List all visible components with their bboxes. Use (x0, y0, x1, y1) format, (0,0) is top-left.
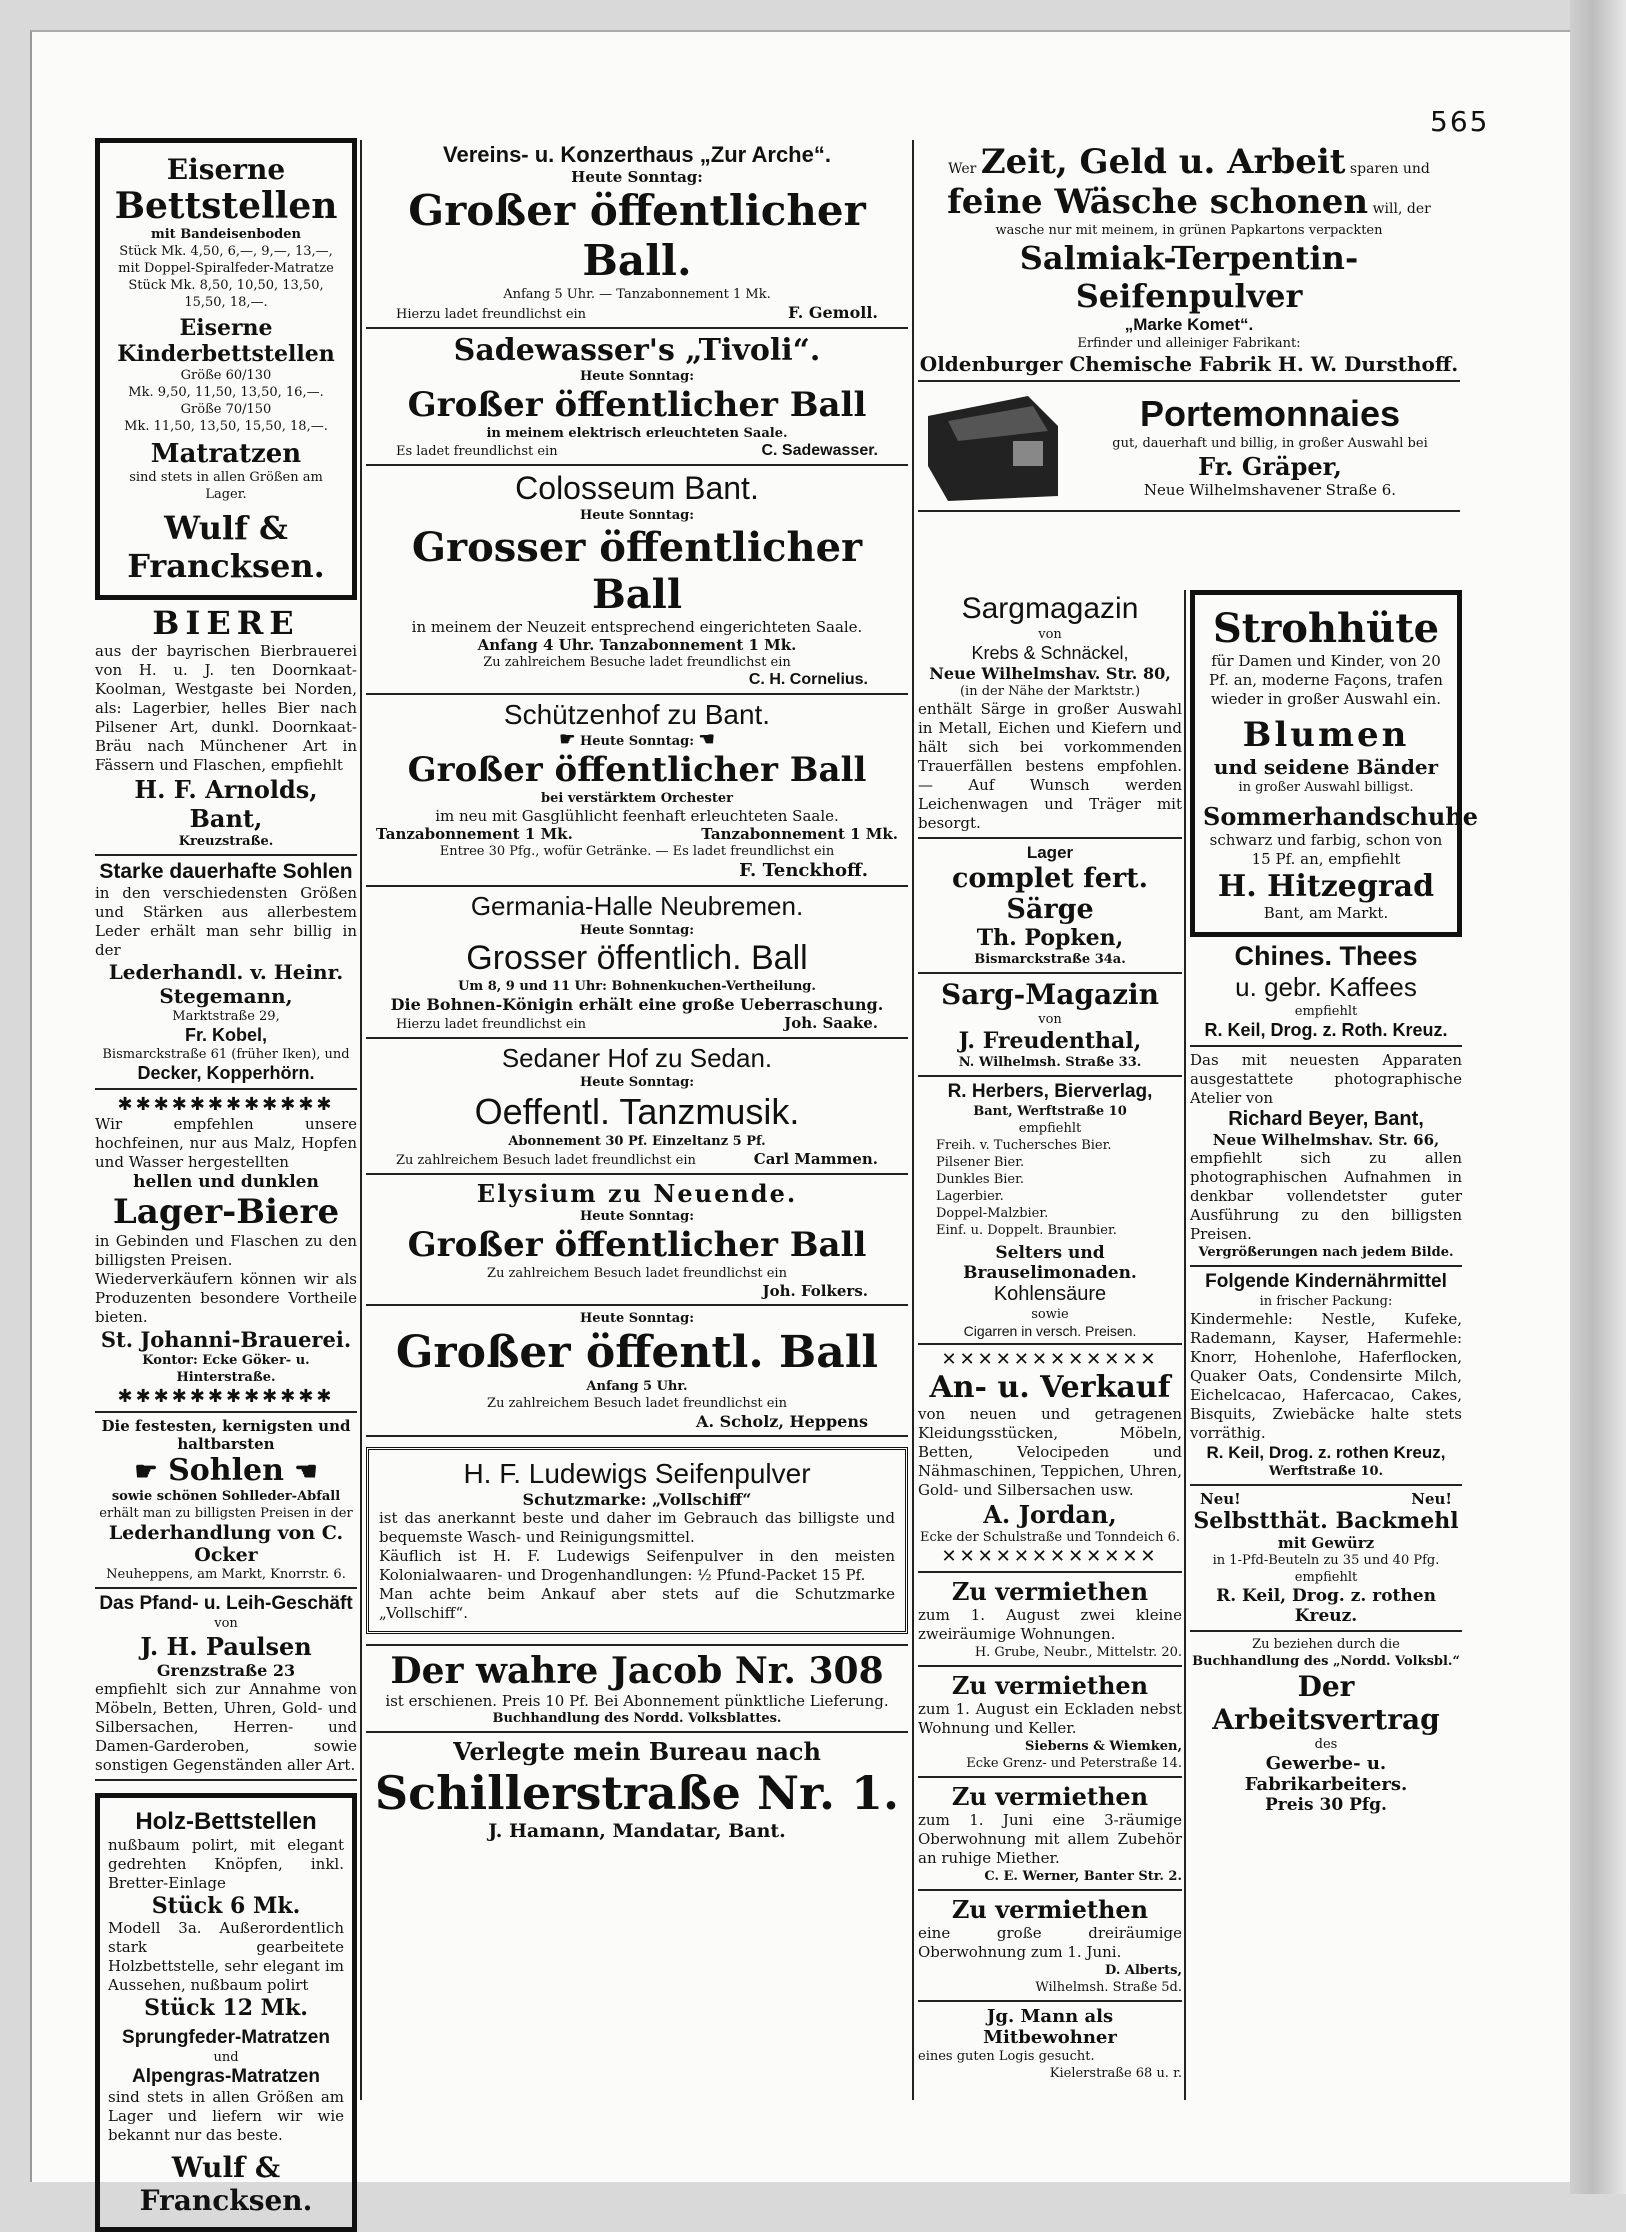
ad-title: Starke dauerhafte Sohlen (99, 860, 353, 883)
ad-kindernaehrmittel (1190, 1267, 1462, 1486)
ad-title: Selbstthät. Backmehl (1193, 1508, 1459, 1534)
ad-headline: Oeffentl. Tanzmusik. (474, 1091, 800, 1132)
wallet-icon (918, 386, 1068, 506)
ad-text: bei verstärktem Orchester (541, 791, 733, 806)
firm-name: J. Freudenthal, (958, 1028, 1142, 1054)
ad-text: sind stets in allen Größen am Lager und liefern wir wie bekannt nur das beste. (108, 2088, 344, 2144)
ad-subtitle (366, 731, 908, 750)
host-name: Joh. Saake. (784, 1014, 878, 1032)
ad-text: in 1-Pfd-Beuteln zu 35 und 40 Pfg. empfiehlt (1212, 1553, 1440, 1585)
ad-title: Verlegte mein Bureau nach (453, 1737, 821, 1766)
ad-text: Anfang 5 Uhr. (586, 1379, 688, 1394)
firm-address: Marktstraße 29, (172, 1009, 280, 1024)
ad-schuetzenhof (366, 695, 908, 887)
pointing-hand-icon: ☚ (294, 1457, 318, 1487)
ad-colosseum (366, 466, 908, 695)
firm-address: Grenzstraße 23 (156, 1661, 296, 1680)
ad-body (1080, 393, 1460, 499)
ad-jordan (918, 1345, 1182, 1573)
column-3-top (918, 138, 1460, 512)
firm-name: Lederhandlung von C. Ocker (108, 1522, 344, 1566)
advertiser: D. Alberts, (1105, 1963, 1182, 1978)
list-item: Doppel-Malzbier. (936, 1206, 1049, 1221)
firm-name: R. Keil, Drog. z. rothen Kreuz. (1216, 1586, 1436, 1626)
ad-text: sowie schönen Sohlleder-Abfall (111, 1489, 341, 1504)
ad-text: Mk. 9,50, 11,50, 13,50, 16,—. (128, 385, 324, 400)
ad-title: An- u. Verkauf (929, 1370, 1171, 1405)
ad-title: Holz-Bettstellen (135, 1808, 317, 1835)
ad-text: in meinem der Neuzeit entsprechend eingerichteten Saale. (411, 618, 863, 636)
list-item: Dunkles Bier. (936, 1172, 1025, 1187)
ad-headline: Großer öffentlicher Ball (407, 1225, 867, 1265)
pointing-hand-icon: ☛ (559, 729, 576, 750)
ad-sedaner-hof (366, 1039, 908, 1175)
firm-name: Richard Beyer, Bant, (1228, 1108, 1424, 1130)
ad-herbers (918, 1077, 1182, 1345)
ad-text: empfiehlt sich zur Annahme von Möbeln, Betten, Uhren, Gold- und Silbersachen, Herren- und Damen-Garderoben, sowie sonstigen Gegenständen aller Art. (95, 1680, 357, 1774)
ad-title: Elysium zu Neuende. (476, 1179, 798, 1208)
ad-subtitle: Schutzmarke: „Vollschiff“ (522, 1490, 752, 1509)
firm-name: Decker, Kopperhörn. (137, 1063, 315, 1083)
advertiser: C. E. Werner, Banter Str. 2. (984, 1869, 1182, 1884)
ad-title: Salmiak-Terpentin-Seifenpulver (1019, 239, 1359, 315)
ad-title: Der wahre Jacob Nr. 308 (390, 1650, 884, 1692)
ad-title: Strohhüte (1212, 605, 1440, 652)
host-name: F. Tenckhoff. (739, 860, 868, 881)
ad-title: Sarg-Magazin (940, 978, 1160, 1011)
ad-text: Abonnement 30 Pf. Einzeltanz 5 Pf. (508, 1134, 766, 1149)
ad-title: Jg. Mann als Mitbewohner (983, 2006, 1117, 2048)
ad-text: ist erschienen. Preis 10 Pf. Bei Abonnement pünktliche Lieferung. (385, 1692, 889, 1710)
ad-text: zum 1. August ein Eckladen nebst Wohnung und Keller. (918, 1700, 1182, 1737)
ad-headline: Schillerstraße Nr. 1. (374, 1766, 900, 1820)
ornament-row: ✕✕✕✕✕✕✕✕✕✕✕✕ (941, 1349, 1159, 1370)
ad-text: sparen und (1349, 161, 1430, 177)
ad-text: Erfinder und alleiniger Fabrikant: (1077, 336, 1301, 351)
ad-text: Man achte beim Ankauf aber stets auf die Schutzmarke „Vollschiff“. (379, 1585, 895, 1622)
list-item: Freih. v. Tuchersches Bier. (936, 1138, 1112, 1153)
ad-subtitle: Heute Sonntag: (579, 369, 695, 384)
ad-text: Stück Mk. 4,50, 6,—, 9,—, 13,—, (119, 244, 333, 259)
ad-title: Folgende Kindernährmittel (1205, 1271, 1447, 1292)
firm-name: H. F. Arnolds, Bant, (134, 775, 318, 833)
ad-ludewig-seifenpulver (366, 1447, 908, 1634)
ad-heading: Sommerhandschuhe (1203, 802, 1479, 831)
ad-line (918, 182, 1460, 222)
ad-text: empfiehlt (1018, 1121, 1082, 1136)
ad-title: Der Arbeitsvertrag (1212, 1670, 1440, 1736)
new-badge: Neu! (1411, 1490, 1452, 1508)
firm-address: Kielerstraße 68 u. r. (1049, 2066, 1182, 2081)
ad-germania-halle (366, 887, 908, 1039)
ad-subtitle: Heute Sonntag: (579, 1311, 695, 1326)
ad-text: von neuen und getragenen Kleidungsstücken, Möbeln, Betten, Velocipeden und Nähmaschinen, Teppichen, Uhren, Gold- und Silbersachen usw. (918, 1405, 1182, 1499)
abo-row (366, 825, 908, 843)
column-4 (1190, 590, 1479, 1819)
ad-text: Wiederverkäufern können wir als Produzenten besondere Vortheile bieten. (95, 1270, 357, 1326)
ad-heading: und seidene Bänder (1213, 755, 1439, 779)
ad-tivoli (366, 329, 908, 466)
ad-title: Zu vermiethen (951, 1782, 1149, 1811)
ad-headline: Grosser öffentlich. Ball (466, 939, 808, 977)
ad-title: Sargmagazin (961, 592, 1139, 625)
ad-text: nußbaum polirt, mit elegant gedrehten Knöpfen, inkl. Bretter-Einlage (108, 1836, 344, 1892)
ad-headline: Großer öffentlicher Ball (407, 385, 867, 425)
ad-text: Buchhandlung des „Nordd. Volksbl.“ (1192, 1654, 1460, 1669)
ad-scholz (366, 1306, 908, 1437)
firm-name: R. Keil, Drog. z. rothen Kreuz, (1206, 1443, 1446, 1462)
ad-title: Sedaner Hof zu Sedan. (501, 1043, 773, 1073)
ad-headline: feine Wäsche schonen (947, 182, 1369, 222)
firm-address: Werftstraße 10. (1268, 1464, 1384, 1479)
firm-name: Th. Popken, (976, 925, 1124, 951)
firm-address: Bismarckstraße 61 (früher Iken), und (102, 1047, 350, 1062)
ad-portemonnaies (918, 382, 1460, 512)
ad-text: in meinem elektrisch erleuchteten Saale. (486, 426, 788, 441)
column-rule (1184, 590, 1186, 2100)
firm-name: Krebs & Schnäckel, (971, 643, 1129, 663)
ad-text: Käuflich ist H. F. Ludewigs Seifenpulver in den meisten Kolonialwaaren- und Drogenhandlungen: ½ Pfund-Packet 15 Pf. (379, 1547, 895, 1584)
ad-text: zum 1. Juni eine 3-räumige Oberwohnung mit allem Zubehör an ruhige Miether. (918, 1811, 1182, 1867)
ad-heading: Kohlensäure (993, 1283, 1107, 1305)
ad-subtitle: Heute Sonntag: (579, 923, 695, 938)
price: Preis 30 Pfg. (1265, 1795, 1387, 1815)
firm-address: Ecke Grenz- und Peterstraße 14. (966, 1756, 1182, 1771)
ad-eiserne-bettstellen (95, 138, 357, 600)
ad-text: Die festesten, kernigsten und haltbarsten (101, 1417, 351, 1453)
column-1 (95, 138, 357, 2232)
firm-name: Buchhandlung des Nordd. Volksblattes. (492, 1711, 782, 1726)
ad-zu-vermiethen-4 (918, 1891, 1182, 2002)
ad-text: Vergrößerungen nach jedem Bilde. (1198, 1245, 1454, 1260)
ad-title: Lager-Biere (112, 1192, 340, 1232)
ad-text: Das mit neuesten Apparaten ausgestattete photographische Atelier von (1190, 1051, 1462, 1107)
ornament-row: ✕✕✕✕✕✕✕✕✕✕✕✕ (941, 1546, 1159, 1567)
ad-arbeitsvertrag (1190, 1632, 1462, 1819)
ad-text: mit Doppel-Spiralfeder-Matratze (118, 261, 334, 276)
new-badge: Neu! (1200, 1490, 1241, 1508)
ad-backmehl (1190, 1486, 1462, 1632)
firm-name: H. Hitzegrad (1217, 869, 1435, 904)
ad-title: Das Pfand- u. Leih-Geschäft (99, 1593, 353, 1614)
ad-title: R. Herbers, Bierverlag, (947, 1081, 1153, 1102)
ad-subtitle: „Marke Komet“. (1124, 315, 1254, 334)
ad-title: Sadewasser's „Tivoli“. (453, 333, 821, 368)
ad-text: Anfang 4 Uhr. Tanzabonnement 1 Mk. (477, 636, 797, 654)
ad-text: wasche nur mit meinem, in grünen Papkartons verpackten (995, 223, 1383, 238)
ad-lager-biere (95, 1090, 357, 1413)
ornament-row: ✱✱✱✱✱✱✱✱✱✱✱✱ (117, 1094, 335, 1115)
ad-sohlen (95, 856, 357, 1090)
firm-name: Fr. Kobel, (184, 1025, 267, 1045)
ad-popken (918, 839, 1182, 974)
ad-headline: Großer öffentlicher Ball (407, 750, 867, 790)
ad-title: Portemonnaies (1139, 393, 1401, 434)
ad-title (95, 1453, 357, 1488)
ad-text: des (1314, 1737, 1338, 1752)
ad-heading: Eiserne Kinderbettstellen (117, 315, 335, 367)
ad-text: schwarz und farbig, schon von 15 Pf. an, empfiehlt (1209, 831, 1443, 868)
firm-name: J. H. Paulsen (140, 1632, 312, 1661)
ad-subtitle: Gewerbe- u. Fabrikarbeiters. (1244, 1753, 1408, 1795)
ad-text: sind stets in allen Größen am Lager. (129, 470, 323, 502)
firm-address: N. Wilhelmsh. Straße 33. (958, 1055, 1142, 1070)
ad-text: Hierzu ladet freundlichst ein (396, 307, 587, 322)
ad-text: Stück Mk. 8,50, 10,50, 13,50, (128, 278, 324, 293)
firm-name: St. Johanni-Brauerei. (100, 1327, 352, 1352)
ad-zur-arche (366, 138, 908, 329)
host-name: C. H. Cornelius. (748, 671, 868, 688)
ad-text: eines guten Logis gesucht. (918, 2049, 1095, 2064)
ad-title: Zu vermiethen (951, 1577, 1149, 1606)
ad-text: von (214, 1616, 238, 1631)
ad-title: Germania-Halle Neubremen. (470, 891, 804, 921)
firm-address: Kontor: Ecke Göker- u. Hinterstraße. (142, 1353, 310, 1385)
ad-biere (95, 600, 357, 856)
ad-text: Größe 60/130 (180, 368, 272, 383)
ad-text: hellen und dunklen (133, 1172, 319, 1192)
ad-text: Mk. 11,50, 13,50, 15,50, 18,—. (124, 419, 328, 434)
price: Stück 6 Mk. (151, 1893, 301, 1919)
ad-text: erhält man zu billigsten Preisen in der (99, 1506, 353, 1521)
ad-sarg-magazin (918, 974, 1182, 1077)
ad-title: u. gebr. Kaffees (1235, 972, 1417, 1002)
ad-text: von (1038, 627, 1062, 642)
ad-sargmagazin (918, 588, 1182, 839)
ad-heading: Blumen (1242, 715, 1410, 755)
firm-address: Neuheppens, am Markt, Knorrstr. 6. (106, 1567, 346, 1582)
ad-thees (1190, 937, 1462, 1047)
ad-title: BIERE (152, 604, 300, 642)
list-item: Lagerbier. (936, 1189, 1004, 1204)
column-rule (360, 140, 362, 2100)
firm-address: Neue Wilhelmshav. Str. 66, (1212, 1131, 1440, 1149)
ad-subtitle: Heute Sonntag: (579, 1209, 695, 1224)
ad-text: Anfang 5 Uhr. — Tanzabonnement 1 Mk. (503, 287, 771, 302)
ad-title: H. F. Ludewigs Seifenpulver (463, 1458, 811, 1489)
ad-text: aus der bayrischen Bierbrauerei von H. u. J. ten Doornkaat-Koolman, Westgaste bei Norden, als: Lagerbier, helles Bier nach Pilsener Art, dunkl. Doornkaat-Bräu nach Münchener Art in Fässern und Flaschen, empfiehlt (95, 642, 357, 774)
ad-text: Zu zahlreichem Besuch ladet freundlichst ein (487, 1266, 787, 1281)
ad-text: in großer Auswahl billigst. (1238, 780, 1414, 795)
firm-name: R. Keil, Drog. z. Roth. Kreuz. (1204, 1020, 1448, 1040)
ad-text: Entree 30 Pfg., wofür Getränke. — Es ladet freundlichst ein (439, 844, 835, 859)
ad-headline: Zeit, Geld u. Arbeit (980, 142, 1346, 182)
ad-text: Cigarren in versch. Preisen. (963, 1323, 1137, 1339)
ad-salmiak-seifenpulver (918, 138, 1460, 382)
ad-text: Hierzu ladet freundlichst ein (396, 1017, 587, 1032)
firm-address: Wilhelmsh. Straße 5d. (1035, 1980, 1182, 1995)
pointing-hand-icon: ☚ (698, 729, 715, 750)
ad-hamann (366, 1733, 908, 1846)
ad-mitbewohner (918, 2002, 1182, 2086)
ad-headline: Großer öffentl. Ball (395, 1327, 879, 1378)
firm-name: Fr. Gräper, (1198, 452, 1342, 481)
advertiser: H. Grube, Neubr., Mittelstr. 20. (974, 1645, 1182, 1660)
ad-title-text: Sohlen (168, 1453, 284, 1488)
ad-text: empfiehlt sich zu allen photographischen Aufnahmen in denkbar vollendetster guter Ausführung zu den billigsten Preisen. (1190, 1149, 1462, 1243)
firm-address: Kreuzstraße. (178, 834, 274, 849)
firm-address: Neue Wilhelmshavener Straße 6. (1143, 481, 1397, 499)
ad-title: complet fert. Särge (951, 863, 1149, 925)
ad-subtitle: Heute Sonntag: (579, 508, 695, 523)
host-name: F. Gemoll. (787, 303, 878, 322)
ad-paulsen (95, 1589, 357, 1781)
ad-title: Colosseum Bant. (515, 470, 759, 506)
ad-title: Eiserne (166, 153, 286, 186)
ad-heading: Alpengras-Matratzen (132, 2066, 320, 2087)
ad-strohhuete (1190, 590, 1479, 937)
ad-subtitle-text: Heute Sonntag: (579, 734, 695, 749)
ad-subtitle: mit Gewürz (1277, 1534, 1375, 1552)
ad-text: Zu zahlreichem Besuch ladet freundlichst ein (487, 1396, 787, 1411)
firm-address: Neue Wilhelmshav. Str. 80, (929, 664, 1171, 683)
page-number: 565 (1430, 105, 1490, 138)
ad-title: Zu vermiethen (951, 1895, 1149, 1924)
ad-text: Tanzabonnement 1 Mk. (376, 825, 573, 843)
ad-text: Die Bohnen-Königin erhält eine große Ueberraschung. (390, 995, 884, 1014)
ad-subtitle: Heute Sonntag: (571, 168, 703, 186)
firm-name: Lederhandl. v. Heinr. Stegemann, (108, 960, 344, 1008)
ad-elysium (366, 1175, 908, 1306)
ad-text: im neu mit Gasglühlicht feenhaft erleuchteten Saale. (435, 807, 839, 825)
ad-text: von (1038, 1012, 1062, 1027)
ad-text: Zu beziehen durch die (1252, 1637, 1400, 1652)
firm-name: A. Jordan, (983, 1500, 1117, 1529)
firm-address: Bismarckstraße 34a. (974, 952, 1126, 967)
column-2 (366, 138, 908, 1846)
ad-text: empfiehlt (1294, 1004, 1358, 1019)
ad-text: in Gebinden und Flaschen zu den billigsten Preisen. (95, 1232, 357, 1269)
ad-text: Kindermehle: Nestle, Kufeke, Rademann, Kayser, Hafermehle: Knorr, Hohenlohe, Haferflocken, Quaker Oats, Condensirte Milch, Eichelcacao, Hafercacao, Cakes, Bisquits, Zwiebäcke halte stets vorräthig. (1190, 1310, 1462, 1442)
ad-subtitle: Heute Sonntag: (579, 1075, 695, 1090)
ad-text: Lager (1026, 843, 1074, 862)
firm-name: J. Hamann, Mandatar, Bant. (488, 1820, 786, 1842)
ad-subtitle: mit Bandeisenboden (150, 227, 301, 242)
page-edge (1570, 0, 1626, 2194)
price: Stück 12 Mk. (144, 1995, 308, 2021)
ad-text: Wer (948, 161, 977, 177)
ad-zu-vermiethen-1 (918, 1573, 1182, 1667)
ad-heading: Sprungfeder-Matratzen (122, 2027, 330, 2048)
host-name: Joh. Folkers. (762, 1282, 868, 1300)
new-row (1190, 1490, 1462, 1508)
list-item: Pilsener Bier. (936, 1155, 1025, 1170)
ad-holz-bettstellen (95, 1793, 357, 2232)
ad-text: Größe 70/150 (180, 402, 272, 417)
ad-text: Tanzabonnement 1 Mk. (701, 825, 898, 843)
ad-title: Chines. Thees (1234, 941, 1418, 971)
ad-text: und (213, 2050, 239, 2065)
pointing-hand-icon: ☛ (134, 1457, 158, 1487)
ad-text: zum 1. August zwei kleine zweiräumige Wohnungen. (918, 1606, 1182, 1643)
ad-line (918, 142, 1460, 182)
ad-text: gut, dauerhaft und billig, in großer Auswahl bei (1112, 436, 1428, 451)
beer-list (918, 1137, 1182, 1239)
host-name: C. Sadewasser. (761, 442, 878, 459)
ad-beyer (1190, 1047, 1462, 1267)
ad-text: Zu zahlreichem Besuche ladet freundlichst ein (483, 655, 791, 670)
invite-row (366, 1014, 908, 1033)
invite-row (366, 1150, 908, 1169)
ad-zu-vermiethen-3 (918, 1778, 1182, 1891)
ad-zu-vermiethen-2 (918, 1667, 1182, 1778)
ad-text: (in der Nähe der Marktstr.) (959, 684, 1141, 699)
ad-text: Es ladet freundlichst ein (396, 444, 558, 459)
ad-text: eine große dreiräumige Oberwohnung zum 1. Juni. (918, 1924, 1182, 1961)
firm-address: Bant, Werftstraße 10 (973, 1104, 1127, 1119)
ad-text: Zu zahlreichem Besuch ladet freundlichst ein (396, 1153, 696, 1168)
firm-name: Wulf & Francksen. (127, 509, 325, 585)
ad-text: Um 8, 9 und 11 Uhr: Bohnenkuchen-Vertheilung. (458, 979, 816, 994)
ad-text: in frischer Packung: (1259, 1294, 1393, 1309)
firm-address: Bant, am Markt. (1263, 904, 1389, 922)
ad-title: Vereins- u. Konzerthaus „Zur Arche“. (443, 142, 831, 167)
ad-heading: Matratzen (150, 439, 302, 469)
advertiser: Sieberns & Wiemken, (1025, 1739, 1182, 1754)
ad-headline: Großer öffentlicher Ball. (408, 186, 866, 285)
invite-row (366, 303, 908, 323)
ad-text: für Damen und Kinder, von 20 Pf. an, moderne Façons, trafen wieder in großer Auswahl ein. (1209, 652, 1443, 708)
invite-row (366, 442, 908, 460)
ad-ocker (95, 1413, 357, 1589)
ad-wahre-jacob (366, 1644, 908, 1733)
column-rule (912, 140, 914, 2100)
ad-text: 15,50, 18,—. (184, 295, 268, 310)
column-3 (918, 588, 1182, 2086)
host-name: A. Scholz, Heppens (696, 1412, 868, 1431)
host-name: Carl Mammen. (753, 1150, 878, 1168)
ad-title: Bettstellen (114, 185, 338, 227)
ad-title: Zu vermiethen (951, 1671, 1149, 1700)
ad-text: Modell 3a. Außerordentlich stark gearbeitete Holzbettstelle, sehr elegant im Aussehen, nußbaum polirt (108, 1919, 344, 1994)
ad-text: enthält Särge in großer Auswahl in Metall, Eichen und Kiefern und hält sich bei vorkommenden Trauerfällen bestens empfohlen. — Auf Wunsch werden Leichenwagen und Träger mit besorgt. (918, 700, 1182, 832)
ad-heading: Selters und Brauselimonaden. (963, 1243, 1137, 1283)
firm-name: Oldenburger Chemische Fabrik H. W. Dursthoff. (919, 352, 1459, 376)
ad-text: in den verschiedensten Größen und Stärken aus allerbestem Leder erhält man sehr billig in der (95, 884, 357, 959)
ad-headline: Grosser öffentlicher Ball (411, 524, 863, 618)
ad-text: ist das anerkannt beste und daher im Gebrauch das billigste und bequemste Wasch- und Reinigungsmittel. (379, 1509, 895, 1546)
list-item: Einf. u. Doppelt. Braunbier. (936, 1223, 1117, 1238)
firm-name: Wulf & Francksen. (139, 2151, 313, 2217)
ad-text: sowie (1031, 1307, 1069, 1322)
ad-text: Wir empfehlen unsere hochfeinen, nur aus Malz, Hopfen und Wasser hergestellten (95, 1115, 357, 1171)
ad-title: Schützenhof zu Bant. (503, 699, 771, 730)
ad-text: will, der (1372, 201, 1431, 217)
firm-address: Ecke der Schulstraße und Tonndeich 6. (919, 1530, 1181, 1545)
ornament-row: ✱✱✱✱✱✱✱✱✱✱✱✱ (117, 1386, 335, 1407)
